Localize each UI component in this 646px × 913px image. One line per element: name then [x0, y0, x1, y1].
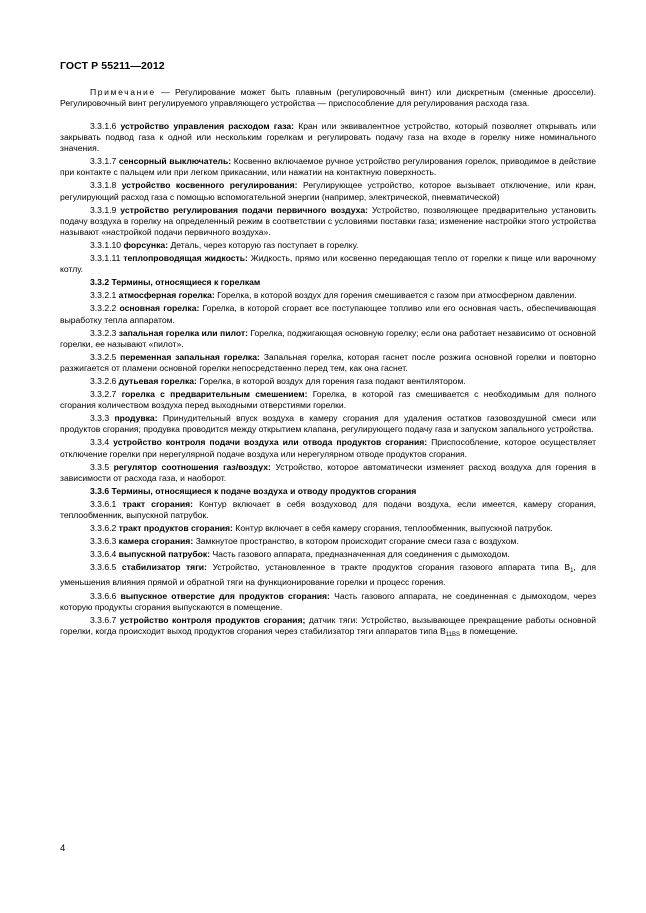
term-definition: Устройство, позволяющее предварительно установить подачу воздуха в горелку на определенный режим в соответствии с условиями поставки газа; изменение настройки этого устройства называют «настройкой подачи первичного воздуха».	[60, 204, 597, 237]
term-definition: Косвенно включаемое ручное устройство регулирования горелок, приводимое в действие при контакте с пальцем или при легком прикасании, или нажатии на контактную поверхность.	[60, 156, 597, 178]
term-paragraph	[60, 615, 596, 641]
term-name: камера сгорания:	[118, 536, 194, 547]
term-definition: Принудительный впуск воздуха в камеру сгорания для удаления остатков газовоздушной смеси или продуктов сгорания; продувка проводится между открытием клапана, регулирующего подачу газа и запуском запального устройства.	[60, 413, 597, 435]
term-paragraph	[60, 121, 596, 154]
term-paragraph	[60, 290, 596, 301]
section-title: Термины, относящиеся к горелкам	[111, 277, 261, 288]
term-name: основная горелка:	[119, 303, 200, 314]
term-definition: Горелка, в которой газ смешивается с необходимым для полного сгорания количеством воздуха перед выходными отверстиями горелки.	[60, 389, 596, 411]
clause-number: 3.3.1.9	[90, 204, 117, 215]
clause-number: 3.3.2.6	[90, 375, 117, 386]
clause-number: 3.3.6.7	[90, 614, 117, 625]
term-paragraph	[60, 328, 596, 350]
term-name: переменная запальная горелка:	[120, 351, 260, 362]
document-header: ГОСТ Р 55211—2012	[60, 60, 165, 72]
term-definition-continued: , для уменьшения влияния прямой и обратной тяги на функционирование горелки и процесс горения.	[60, 562, 597, 588]
term-paragraph	[60, 591, 596, 613]
term-paragraph	[60, 303, 596, 325]
clause-number: 3.3.6	[90, 485, 110, 496]
term-definition: Горелка, в которой сгорает все поступающее топливо или его основная часть, обеспечивающая выработку тепла аппаратом.	[60, 303, 597, 325]
term-paragraph	[60, 180, 596, 202]
term-definition: Замкнутое пространство, в котором происходит сгорание смеси газа с воздухом.	[193, 536, 519, 547]
clause-number: 3.3.4	[90, 437, 110, 448]
appliance-type-subscript: 11BS	[445, 631, 460, 638]
term-paragraph	[60, 462, 596, 484]
note-text: — Регулирование может быть плавным (регулировочный винт) или дискретным (сменные дроссели). Регулировочный винт регулируемого управляющего устройства — приспособление для регулирования расхода газа.	[60, 87, 596, 108]
term-paragraph	[60, 499, 596, 521]
term-definition: Горелка, поджигающая основную горелку; если она работает независимо от основной горелки, ее называют «пилот».	[60, 327, 596, 349]
note-block	[60, 87, 596, 109]
term-name: устройство контроля подачи воздуха или отвода продуктов сгорания:	[113, 437, 428, 448]
clause-number: 3.3.1.8	[90, 180, 117, 191]
term-name: устройство регулирования подачи первичного воздуха:	[120, 204, 369, 215]
clause-number: 3.3.1.6	[90, 121, 117, 131]
note-label: Примечание	[90, 87, 156, 97]
term-name: дутьевая горелка:	[118, 375, 197, 386]
term-name: запальная горелка или пилот:	[118, 327, 248, 338]
term-definition: Контур включает в себя воздуховод для подачи воздуха, если имеется, камеру сгорания, теплообменник, выпускной патрубок.	[60, 498, 597, 520]
term-definition: Устройство, которое автоматически изменяет расход воздуха для горения в зависимости от расхода газа, и наоборот.	[60, 461, 596, 483]
term-definition-continued: в помещение.	[460, 625, 518, 636]
term-paragraph	[60, 156, 596, 178]
term-name: тракт продуктов сгорания:	[118, 523, 233, 534]
term-definition: датчик тяги: Устройство, вызывающее прекращение работы основной горелки, когда происходит выход продуктов сгорания через стабилизатор тяги аппаратов типа В	[60, 614, 597, 636]
term-definition: Приспособление, которое осуществляет отключение горелки при нерегулярной подаче воздуха или нерегулярном отводе продуктов сгорания.	[60, 437, 597, 459]
term-paragraph	[60, 523, 596, 534]
clause-number: 3.3.2.1	[90, 290, 117, 301]
term-name: стабилизатор тяги:	[121, 562, 207, 573]
clause-number: 3.3.6.5	[90, 562, 117, 573]
clause-number: 3.3.1.10	[90, 239, 122, 250]
term-definition: Горелка, в которой воздух для горения смешивается с газом при атмосферном давлении.	[214, 290, 577, 301]
clause-number: 3.3.2.5	[90, 351, 117, 362]
term-name: регулятор соотношения газ/воздух:	[113, 461, 271, 472]
clause-number: 3.3.2	[90, 277, 110, 288]
term-name: продувка:	[114, 413, 158, 424]
term-definition: Часть газового аппарата, предназначенная для соединения с дымоходом.	[210, 549, 510, 560]
term-definition: Регулирующее устройство, которое вызывает отключение, или кран, регулирующий расход газа с помощью вспомогательной энергии (например, электрической, пневматической)	[60, 180, 597, 202]
clause-number: 3.3.2.3	[90, 327, 117, 338]
term-name: теплопроводящая жидкость:	[123, 253, 248, 264]
term-name: сенсорный выключатель:	[118, 156, 232, 167]
term-name: выпускное отверстие для продуктов сгорания:	[120, 590, 330, 601]
term-name: устройство контроля продуктов сгорания;	[119, 614, 306, 625]
term-paragraph	[60, 437, 596, 459]
term-name: выпускной патрубок:	[118, 549, 211, 560]
document-body	[60, 87, 596, 643]
term-definition: Контур включает в себя камеру сгорания, теплообменник, выпускной патрубок.	[232, 523, 553, 534]
term-name: устройство косвенного регулирования:	[121, 180, 298, 191]
term-list	[60, 121, 596, 641]
term-definition: Жидкость, прямо или косвенно передающая тепло от горелки к пище или варочному котлу.	[60, 253, 596, 275]
section-heading	[60, 486, 596, 497]
term-paragraph	[60, 240, 596, 251]
term-name: горелка с предварительным смешением:	[121, 389, 308, 400]
section-title: Термины, относящиеся к подаче воздуха и отводу продуктов сгорания	[111, 485, 417, 496]
term-definition: Часть газового аппарата, не соединенная с дымоходом, через которую продукты сгорания выпускаются в помещение.	[60, 590, 597, 612]
clause-number: 3.3.6.3	[90, 536, 117, 547]
clause-number: 3.3.3	[90, 413, 110, 424]
term-definition: Устройство, установленное в тракте продуктов сгорания газового аппарата типа В	[206, 562, 571, 573]
clause-number: 3.3.2.2	[90, 303, 117, 314]
term-name: тракт сгорания:	[122, 498, 194, 509]
term-definition: Горелка, в которой воздух для горения газа подают вентилятором.	[196, 375, 466, 386]
term-definition: Запальная горелка, которая гаснет после розжига основной горелки и повторно разжигается от пламени основной горелки непосредственно перед тем, как она гаснет.	[60, 351, 597, 373]
clause-number: 3.3.1.11	[90, 253, 121, 264]
clause-number: 3.3.2.7	[90, 389, 117, 400]
clause-number: 3.3.6.4	[90, 549, 117, 560]
term-name: атмосферная горелка:	[118, 290, 215, 301]
term-name: форсунка:	[123, 239, 169, 250]
term-paragraph	[60, 562, 596, 588]
clause-number: 3.3.6.1	[90, 498, 117, 509]
term-paragraph	[60, 549, 596, 560]
term-paragraph	[60, 352, 596, 374]
term-definition: Деталь, через которую газ поступает в горелку.	[168, 239, 359, 250]
section-heading	[60, 277, 596, 288]
clause-number: 3.3.6.6	[90, 590, 117, 601]
term-paragraph	[60, 389, 596, 411]
page-number: 4	[60, 843, 66, 854]
clause-number: 3.3.5	[90, 461, 110, 472]
term-paragraph	[60, 536, 596, 547]
term-paragraph	[60, 253, 596, 275]
term-name: устройство управления расходом газа:	[120, 121, 295, 131]
clause-number: 3.3.6.2	[90, 523, 117, 534]
term-paragraph	[60, 205, 596, 238]
appliance-type-subscript: 1	[570, 568, 574, 575]
clause-number: 3.3.1.7	[90, 156, 117, 167]
term-paragraph	[60, 376, 596, 387]
term-definition: Кран или эквивалентное устройство, который позволяет открывать или закрывать подвод газа к одной или нескольким горелкам и регулировать подачу газа на входе в горелку ниже номинального значения.	[60, 121, 596, 154]
term-paragraph	[60, 413, 596, 435]
